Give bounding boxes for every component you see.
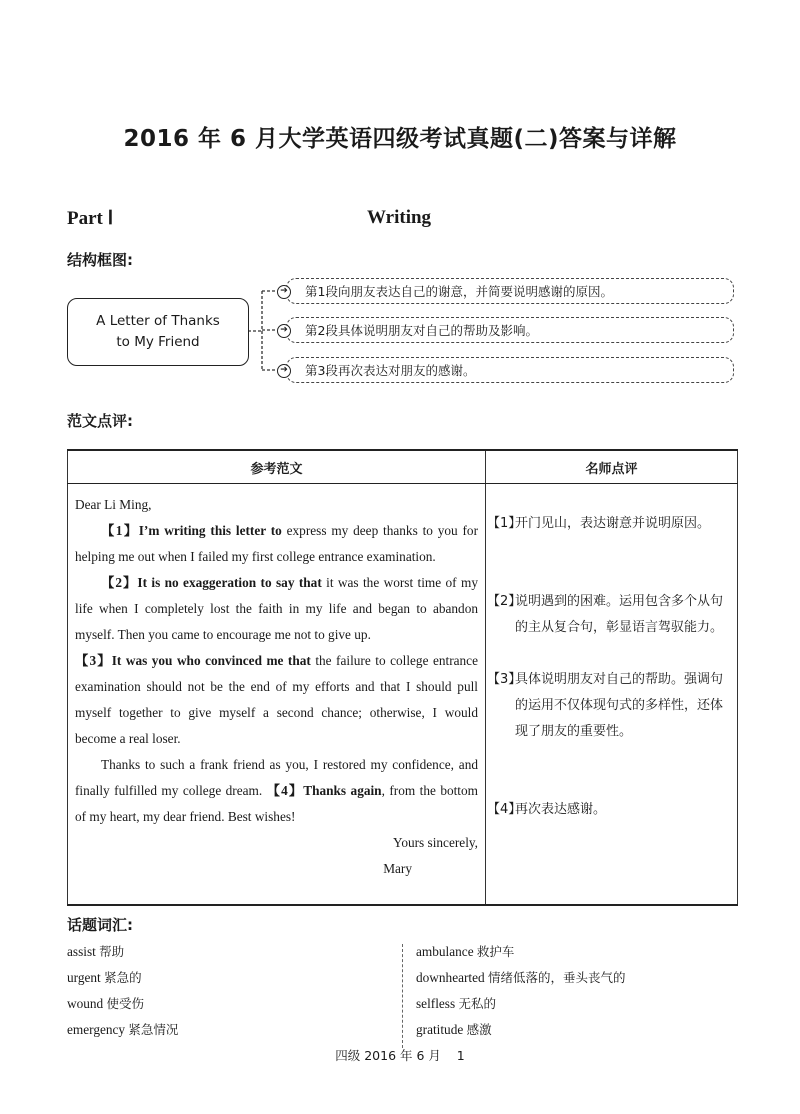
structure-main-box <box>67 298 249 366</box>
comment-3: 【3】具体说明朋友对自己的帮助。强调句的运用不仅体现句式的多样性，还体现了朋友的重要性。 <box>487 672 724 739</box>
page-footer: 四级 2016 年 6 月 1 <box>335 1048 465 1063</box>
letter-paragraph-3: 【3】It was you who convinced me that the failure to college entrance examination should not be the end of my efforts and that I should pull myself together to give myself a second chance; otherwise, I would become a real loser. <box>75 653 478 746</box>
letter-paragraph-2: 【2】It is no exaggeration to say that it was the worst time of my life when I completely lost the faith in my life and began to abandon myself. Then you came to encourage me not to give up. <box>75 575 478 642</box>
letter-closing: Yours sincerely, <box>393 835 478 850</box>
arrow-right-icon: ➔ <box>277 364 291 378</box>
structure-heading: 结构框图: <box>67 251 133 269</box>
structure-main-line2: to My Friend <box>116 334 200 350</box>
vocab-item: downhearted 情绪低落的，垂头丧气的 <box>416 970 626 985</box>
vocab-divider <box>402 944 403 1048</box>
comment-2: 【2】说明遇到的困难。运用包含多个从句的主从复合句，彰显语言驾驭能力。 <box>487 594 724 635</box>
comment-1: 【1】开门见山，表达谢意并说明原因。 <box>487 516 711 531</box>
col-header-sample: 参考范文 <box>68 450 486 484</box>
letter-paragraph-4: Thanks to such a frank friend as you, I restored my confidence, and finally fulfilled my college dream. 【4】Thanks again, from the bottom of my heart, my dear friend. Best wishes! <box>75 757 478 824</box>
sample-letter <box>68 484 485 890</box>
structure-item-1: 第1段向朋友表达自己的谢意，并简要说明感谢的原因。 <box>286 278 734 304</box>
comment-4: 【4】再次表达感谢。 <box>487 802 607 817</box>
letter-signature: Mary <box>383 861 412 876</box>
vocab-item: ambulance 救护车 <box>416 944 515 959</box>
vocab-item: urgent 紧急的 <box>67 970 142 985</box>
vocab-item: gratitude 感激 <box>416 1022 492 1037</box>
structure-item-3: 第3段再次表达对朋友的感谢。 <box>286 357 734 383</box>
page-title: 2016 年 6 月大学英语四级考试真题(二)答案与详解 <box>123 126 677 152</box>
vocab-item: wound 使受伤 <box>67 996 145 1011</box>
letter-salutation: Dear Li Ming, <box>75 497 152 512</box>
vocab-item: selfless 无私的 <box>416 996 496 1011</box>
col-header-comments: 名师点评 <box>486 450 738 484</box>
structure-item-2: 第2段具体说明朋友对自己的帮助及影响。 <box>286 317 734 343</box>
arrow-right-icon: ➔ <box>277 285 291 299</box>
vocab-heading: 话题词汇: <box>67 916 133 934</box>
structure-main-line1: A Letter of Thanks <box>96 313 220 329</box>
vocab-item: emergency 紧急情况 <box>67 1022 179 1037</box>
review-heading: 范文点评: <box>67 412 133 430</box>
part-title: Writing <box>367 207 432 228</box>
arrow-right-icon: ➔ <box>277 324 291 338</box>
part-label: Part Ⅰ <box>67 208 114 229</box>
letter-paragraph-1: 【1】I’m writing this letter to express my deep thanks to you for helping me out when I failed my first college entrance examination. <box>75 523 478 564</box>
vocab-item: assist 帮助 <box>67 944 125 959</box>
